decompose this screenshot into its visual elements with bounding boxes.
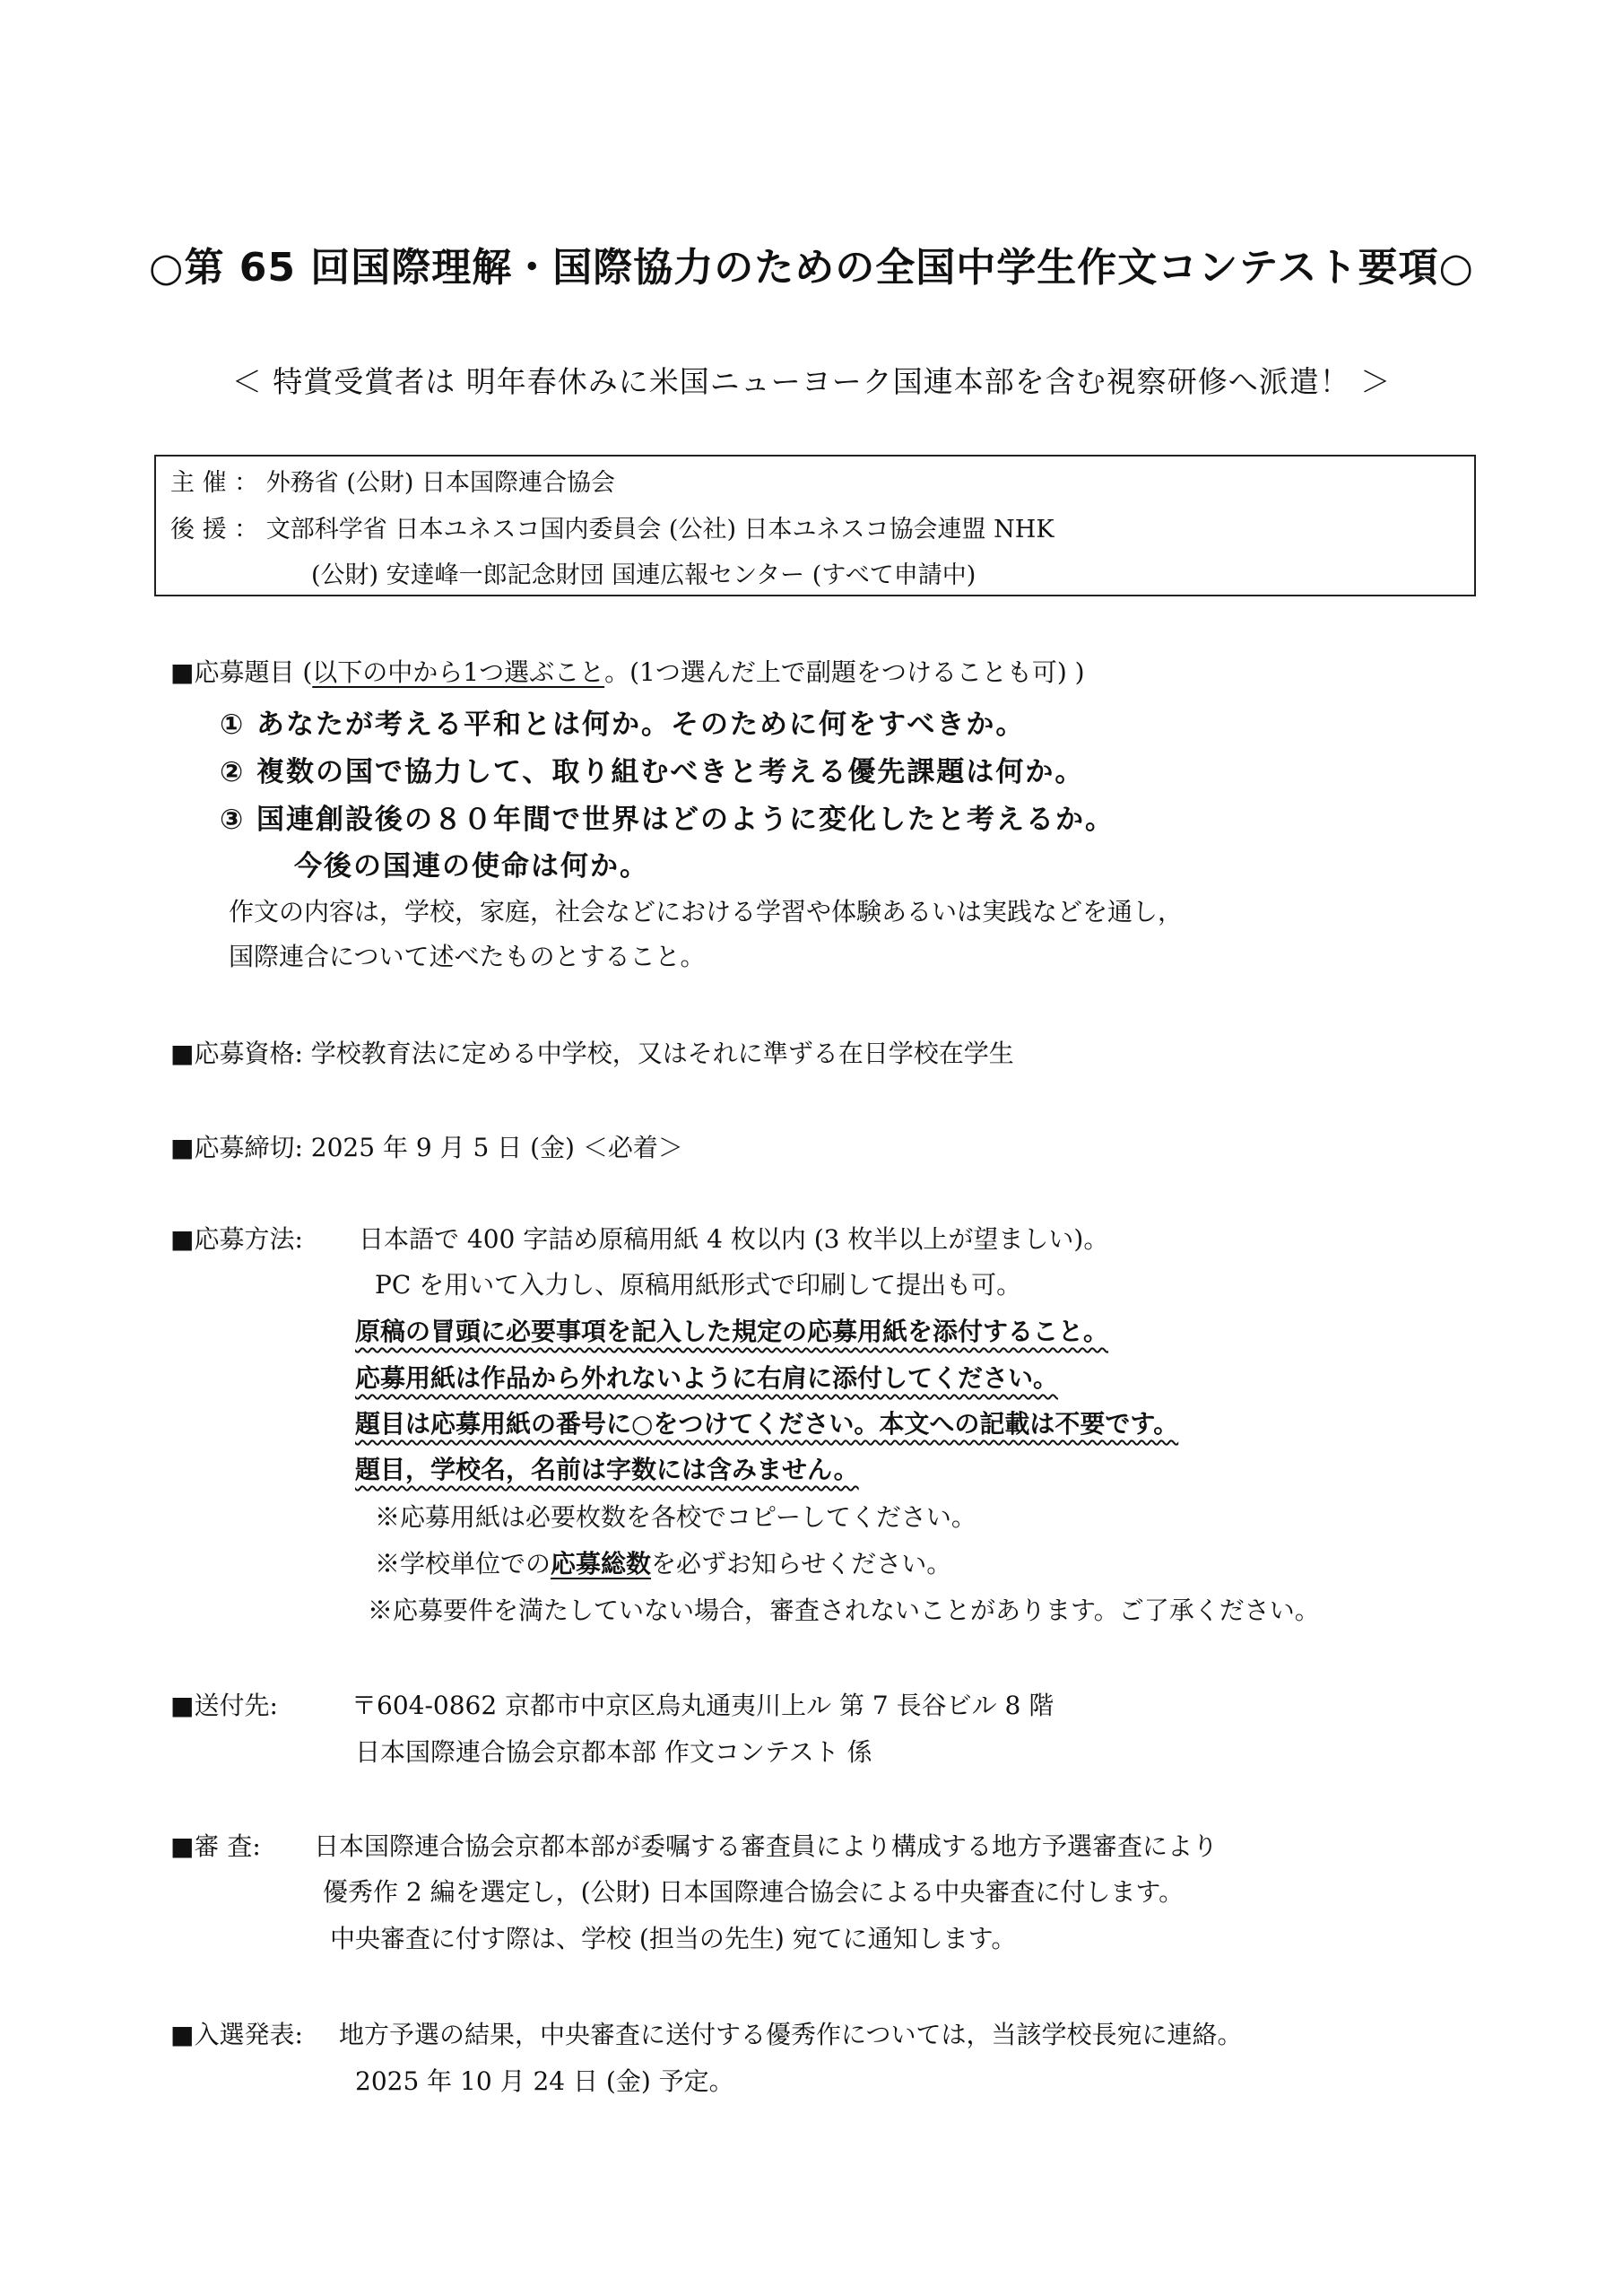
eligibility: ■応募資格: 学校教育法に定める中学校，又はそれに準ずる在日学校在学生 [170,1039,1014,1068]
method-line: 応募用紙は作品から外れないように右肩に添付してください。 [355,1363,1059,1393]
themes-heading-label: ■応募題目 ( [170,657,313,687]
review-line: 優秀作 2 編を選定し，(公財) 日本国際連合協会による中央審査に付します。 [323,1877,1185,1907]
themes-heading-tail: 。(1つ選んだ上で副題をつけることも可) ) [604,657,1085,687]
theme-item-3: ③ 国連創設後の８０年間で世界はどのように変化したと考えるか。 [220,804,1115,836]
method-line: 題目は応募用紙の番号に○をつけてください。本文への記載は不要です。 [355,1409,1179,1439]
method-note-emphasis: 応募総数 [551,1549,652,1578]
themes-heading-rule: 以下の中から1つ選ぶこと [312,657,605,687]
method-line: PC を用いて入力し、原稿用紙形式で印刷して提出も可。 [375,1270,1022,1300]
address-label: ■送付先: [170,1691,278,1720]
method-note-text: を必ずお知らせください。 [651,1549,952,1578]
method-note: ※応募要件を満たしていない場合，審査されないことがあります。ご了承ください。 [368,1596,1320,1625]
announcement-line: 地方予選の結果，中央審査に送付する優秀作については，当該学校長宛に連絡。 [339,2020,1243,2049]
organizer-support-cont: (公財) 安達峰一郎記念財団 国連広報センター (すべて申請中) [311,561,976,589]
themes-heading [170,653,1085,689]
review-line: 日本国際連合協会京都本部が委嘱する審査員により構成する地方予選審査により [314,1831,1219,1861]
method-note [375,1544,951,1580]
method-line: 日本語で 400 字詰め原稿用紙 4 枚以内 (3 枚半以上が望ましい)。 [359,1224,1109,1254]
method-note-text: ※学校単位での [375,1549,551,1578]
page-subtitle: ＜ 特賞受賞者は 明年春休みに米国ニューヨーク国連本部を含む視察研修へ派遣！ ＞ [231,364,1392,399]
theme-item-1: ① あなたが考える平和とは何か。そのために何をすべきか。 [220,709,1026,741]
theme-item-3-cont: 今後の国連の使命は何か。 [294,850,649,883]
page-title: ○第 65 回国際理解・国際協力のための全国中学生作文コンテスト要項○ [149,245,1474,291]
deadline: ■応募締切: 2025 年 9 月 5 日 (金) ＜必着＞ [170,1133,683,1162]
method-note: ※応募用紙は必要枚数を各校でコピーしてください。 [375,1502,976,1532]
review-line: 中央審査に付す際は、学校 (担当の先生) 宛てに通知します。 [330,1924,1017,1953]
theme-item-2: ② 複数の国で協力して、取り組むべきと考える優先課題は何か。 [220,756,1085,788]
review-label: ■審 査: [170,1831,261,1861]
announcement-line: 2025 年 10 月 24 日 (金) 予定。 [355,2066,734,2096]
themes-note: 作文の内容は，学校，家庭，社会などにおける学習や体験あるいは実践などを通し， [229,897,1184,926]
organizer-support: 後 援 ： 文部科学省 日本ユネスコ国内委員会 (公社) 日本ユネスコ協会連盟 NHK [170,516,1055,544]
address-line: 〒604-0862 京都市中京区烏丸通夷川上ル 第 7 長谷ビル 8 階 [352,1691,1055,1720]
organizer-host: 主 催 ： 外務省 (公財) 日本国際連合協会 [170,469,615,497]
method-label: ■応募方法: [170,1224,303,1254]
address-line: 日本国際連合協会京都本部 作文コンテスト 係 [355,1737,872,1767]
announcement-label: ■入選発表: [170,2020,303,2049]
themes-note-cont: 国際連合について述べたものとすること。 [229,942,706,971]
method-line: 原稿の冒頭に必要事項を記入した規定の応募用紙を添付すること。 [355,1317,1109,1346]
method-line: 題目，学校名，名前は字数には含みません。 [355,1455,859,1484]
